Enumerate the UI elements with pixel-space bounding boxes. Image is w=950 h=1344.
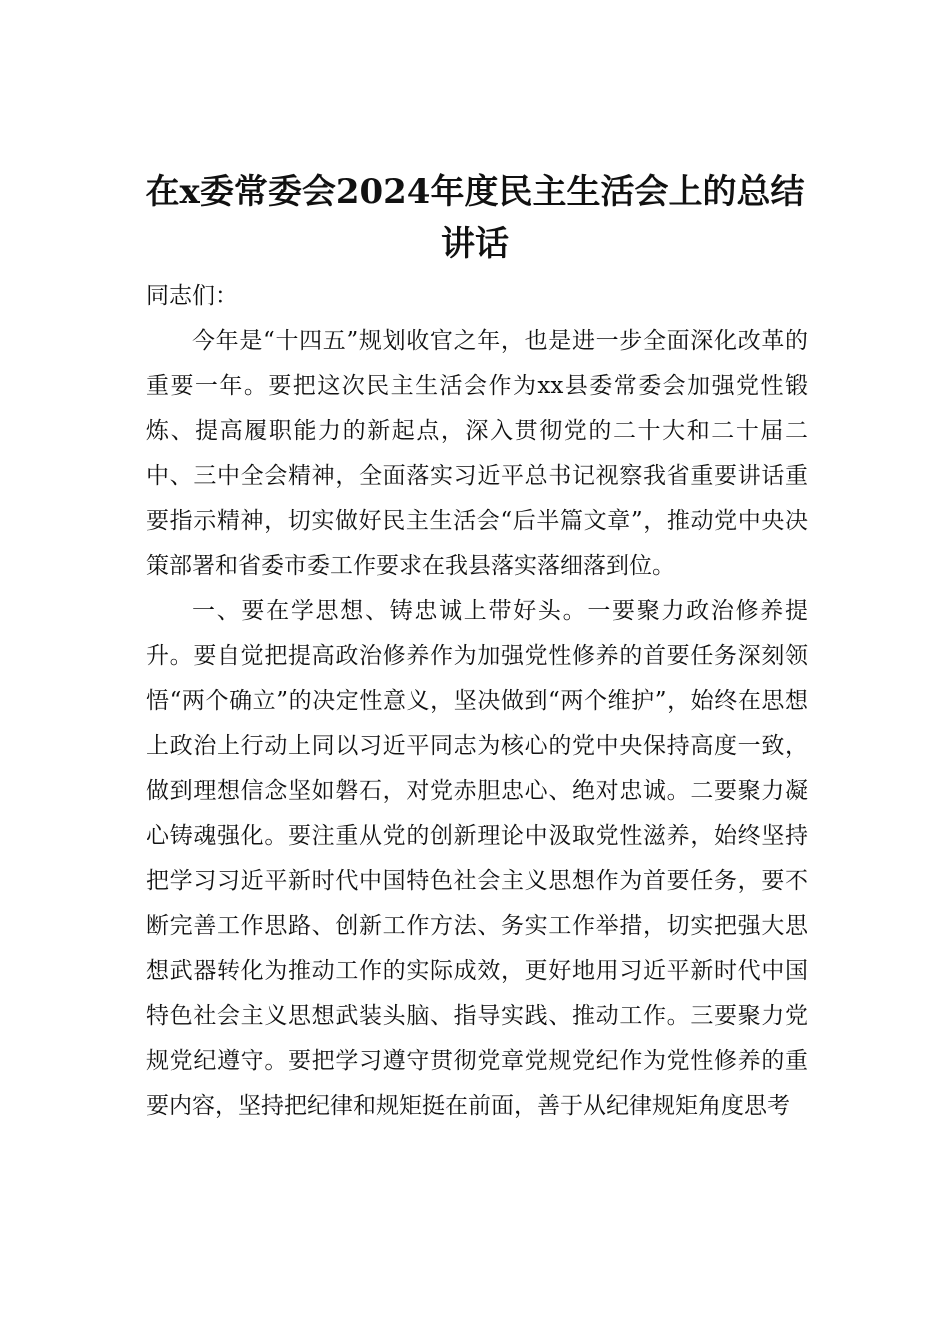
document-title: 在x委常委会2024年度民主生活会上的总结讲话 (145, 172, 805, 264)
paragraph-section-one: 一、要在学思想、铸忠诚上带好头。一要聚力政治修养提升。要自觉把提高政治修养作为加强党性修养的首要任务深刻领悟“两个确立”的决定性意义，坚决做到“两个维护”，始终在思想上政治上行动上同以习近平同志为核心的党中央保持高度一致，做到理想信念坚如磐石，对党赤胆忠心、绝对忠诚。二要聚力凝心铸魂强化。要注重从党的创新理论中汲取党性滋养，始终坚持把学习习近平新时代中国特色社会主义思想作为首要任务，要不断完善工作思路、创新工作方法、务实工作举措，切实把强大思想武器转化为推动工作的实际成效，更好地用习近平新时代中国特色社会主义思想武装头脑、指导实践、推动工作。三要聚力党规党纪遵守。要把学习遵守贯彻党章党规党纪作为党性修养的重要内容，坚持把纪律和规矩挺在前面，善于从纪律规矩角度思考 (146, 598, 808, 1119)
greeting-line: 同志们： (146, 283, 238, 309)
paragraph-intro: 今年是“十四五”规划收官之年，也是进一步全面深化改革的重要一年。要把这次民主生活会作为xx县委常委会加强党性锻炼、提高履职能力的新起点，深入贯彻党的二十大和二十届二中、三中全会精神，全面落实习近平总书记视察我省重要讲话重要指示精神，切实做好民主生活会“后半篇文章”，推动党中央决策部署和省委市委工作要求在我县落实落细落到位。 (146, 328, 808, 579)
document-body (146, 274, 808, 1129)
